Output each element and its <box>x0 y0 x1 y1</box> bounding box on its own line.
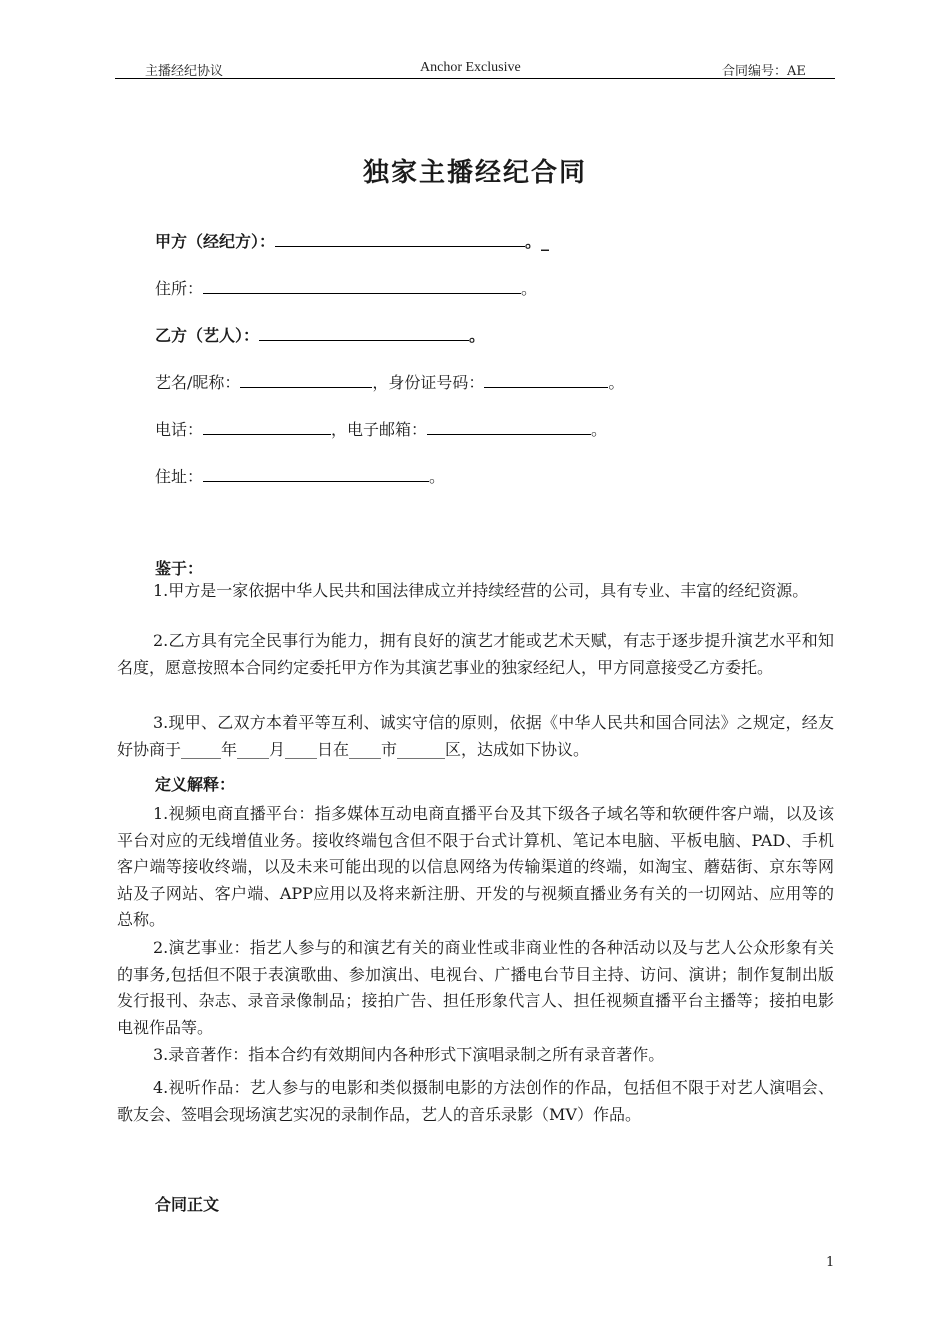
definition-paragraph-1: 1.视频电商直播平台：指多媒体互动电商直播平台及其下级各子域名等和软硬件客户端，以及该平台对应的无线增值业务。接收终端包含但不限于台式计算机、笔记本电脑、平板电脑、PAD、手机客户端等接收终端，以及未来可能出现的以信息网络为传输渠道的终端，如淘宝、蘑菇街、京东等网站及子网站、客户端、APP应用以及将来新注册、开发的与视频直播业务有关的一切网站、应用等的总称。 <box>117 804 834 929</box>
definition-paragraph-2: 2.演艺事业：指艺人参与的和演艺有关的商业性或非商业性的各种活动以及与艺人公众形象有关的事务,包括但不限于表演歌曲、参加演出、电视台、广播电台节目主持、访问、演讲；制作复制出版发行报刊、杂志、录音录像制品；接拍广告、担任形象代言人、担任视频直播平台主播等；接拍电影电视作品等。 <box>117 938 834 1037</box>
email-blank[interactable] <box>427 418 591 435</box>
header-left-title: 主播经纪协议 <box>145 64 224 79</box>
phone-blank[interactable] <box>203 418 331 435</box>
id-number-label: ，身份证号码： <box>372 373 485 392</box>
stage-name-label: 艺名/昵称： <box>155 373 241 392</box>
party-a-blank[interactable] <box>275 230 525 247</box>
header-center-title: Anchor Exclusive <box>420 60 521 75</box>
address-field <box>155 465 445 487</box>
definitions-heading: 定义解释： <box>155 775 236 794</box>
phone-field <box>155 418 607 440</box>
id-number-blank[interactable] <box>484 371 608 388</box>
party-a-label: 甲方（经纪方）： <box>155 232 276 251</box>
stage-name-blank[interactable] <box>240 371 372 388</box>
definition-paragraph-3: 3.录音著作：指本合约有效期间内各种形式下演唱录制之所有录音著作。 <box>153 1045 665 1064</box>
whereas-paragraph-1: 1.甲方是一家依据中华人民共和国法律成立并持续经营的公司，具有专业、丰富的经纪资源。 <box>153 581 809 600</box>
page-number: 1 <box>826 1255 835 1270</box>
header-contract-number: 合同编号：AE <box>722 64 806 79</box>
address-blank[interactable] <box>203 465 429 482</box>
phone-label: 电话： <box>155 420 204 439</box>
email-label: ，电子邮箱： <box>331 420 428 439</box>
stage-name-end: 。 <box>608 373 625 392</box>
address-end: 。 <box>429 467 446 486</box>
contract-body-heading: 合同正文 <box>155 1195 220 1214</box>
party-b-blank[interactable] <box>259 324 469 341</box>
party-b-label: 乙方（艺人）： <box>155 326 260 345</box>
party-a-field <box>155 230 549 252</box>
whereas-heading: 鉴于： <box>155 559 204 578</box>
residence-field <box>155 277 537 299</box>
address-label: 住址： <box>155 467 204 486</box>
residence-end: 。 <box>521 279 538 298</box>
definition-paragraph-4: 4.视听作品：艺人参与的电影和类似摄制电影的方法创作的作品，包括但不限于对艺人演唱会、歌友会、签唱会现场演艺实况的录制作品，艺人的音乐录影（MV）作品。 <box>117 1078 834 1124</box>
residence-label: 住所： <box>155 279 204 298</box>
document-title: 独家主播经纪合同 <box>362 158 587 188</box>
party-b-end: 。 <box>469 326 486 345</box>
whereas-paragraph-3: 3.现甲、乙双方本着平等互利、诚实守信的原则，依据《中华人民共和国合同法》之规定，经友好协商于_____年____月____日在____市______区，达成如下协议。 <box>117 713 834 759</box>
party-a-end: 。_ <box>525 232 550 251</box>
stage-name-field <box>155 371 624 393</box>
whereas-paragraph-2: 2.乙方具有完全民事行为能力，拥有良好的演艺才能或艺术天赋，有志于逐步提升演艺水平和知名度，愿意按照本合同约定委托甲方作为其演艺事业的独家经纪人，甲方同意接受乙方委托。 <box>117 631 834 677</box>
phone-end: 。 <box>591 420 608 439</box>
residence-blank[interactable] <box>203 277 521 294</box>
party-b-field <box>155 324 485 346</box>
header-divider <box>115 78 835 79</box>
